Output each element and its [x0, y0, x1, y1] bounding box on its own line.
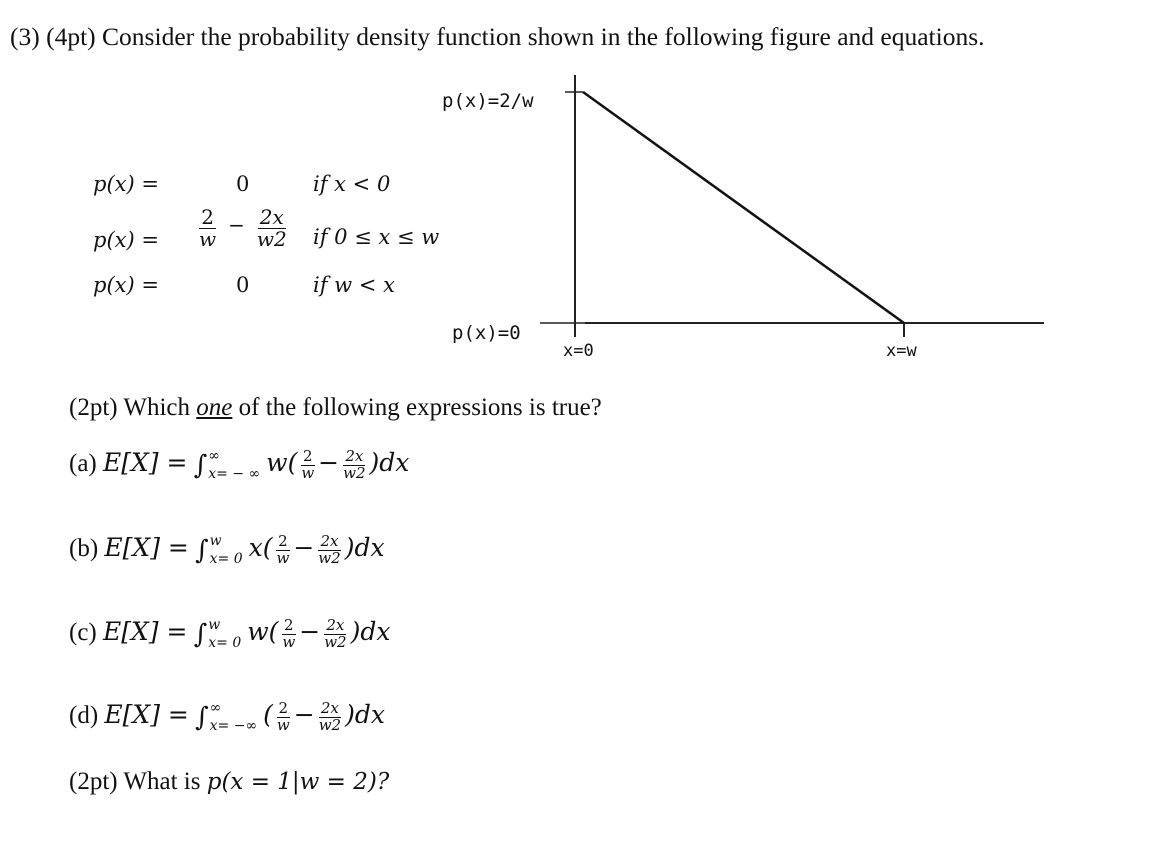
fraction-denominator: w2	[343, 464, 366, 482]
integrand-tail: )dx	[344, 533, 385, 563]
part1-emphasis: one	[196, 394, 233, 421]
integral-limits	[208, 617, 241, 652]
part1-suffix: of the following expressions is true?	[232, 394, 602, 421]
fraction-denominator: w2	[324, 633, 347, 651]
fraction-2x-over-w2	[341, 449, 367, 482]
option-lhs: E[X] =	[103, 617, 188, 647]
option-b: (b) E[X] = ∫ w x= 0 x( $\frac{2}{w}$ − $\frac{2x}{w2}$ )dx	[69, 532, 385, 567]
label-x-w: x=w	[886, 341, 917, 361]
option-label: (d)	[69, 702, 99, 730]
integrand-tail: )dx	[369, 448, 410, 478]
piecewise-condition-2: if 0 ≤ x ≤ w	[313, 225, 440, 249]
piecewise-condition-3: if w < x	[313, 273, 395, 297]
option-label: (a)	[69, 450, 97, 478]
lower-limit: x= − ∞	[208, 465, 261, 482]
part1-question	[69, 394, 602, 422]
lower-limit: x= 0	[208, 634, 242, 651]
option-label: (b)	[69, 535, 99, 563]
label-max-density: p(x)=2/w	[442, 90, 534, 112]
part2-expression: p(x = 1|w = 2)?	[206, 769, 390, 795]
upper-limit: ∞	[209, 700, 222, 716]
fraction-denominator: w	[301, 464, 315, 482]
fraction-two-over-w	[299, 449, 316, 482]
fraction-denominator: w2	[256, 227, 287, 251]
density-line	[583, 92, 904, 323]
piecewise-value-3: 0	[236, 273, 250, 297]
option-lhs: E[X] =	[104, 700, 189, 730]
fraction-two-over-w	[275, 534, 292, 567]
upper-limit: w	[209, 533, 222, 549]
option-a: (a) E[X] = ∫ ∞ x= − ∞ w( $\frac{2}{w}$ − $\frac{2x}{w2}$ )dx	[69, 447, 410, 482]
integral-sign: ∫	[195, 535, 209, 566]
integrand-factor: (	[263, 700, 273, 730]
question-title: (3) (4pt) Consider the probability density function shown in the following figure and equations.	[10, 22, 985, 51]
fraction-denominator: w	[282, 633, 296, 651]
label-zero-density: p(x)=0	[452, 322, 521, 344]
fraction-numerator: 2x	[320, 532, 339, 551]
fraction-denominator: w2	[318, 549, 341, 567]
piecewise-value-1: 0	[236, 172, 250, 196]
part2-question	[69, 768, 389, 796]
fraction-numerator: 2	[278, 532, 288, 551]
integral-limits	[210, 533, 243, 568]
fraction-numerator: 2x	[259, 205, 284, 229]
fraction-2x-over-w2	[316, 534, 342, 567]
fraction-denominator: w2	[318, 716, 342, 734]
fraction-denominator: w	[199, 227, 217, 251]
fraction-numerator: 2	[284, 616, 294, 635]
integral-sign: ∫	[193, 450, 208, 481]
fraction-numerator: 2	[201, 205, 214, 229]
integral-limits	[208, 448, 260, 483]
integral-limits	[210, 700, 257, 735]
integrand-factor: w(	[266, 448, 298, 478]
option-lhs: E[X] =	[103, 448, 188, 478]
fraction-numerator: 2x	[345, 447, 364, 466]
part2-prefix: (2pt) What is	[69, 768, 207, 795]
fraction-numerator: 2	[278, 699, 289, 718]
fraction-numerator: 2x	[320, 699, 339, 718]
fraction-two-over-w	[280, 618, 297, 651]
piecewise-condition-1: if x < 0	[313, 172, 391, 196]
upper-limit: ∞	[208, 448, 220, 464]
fraction-2x-over-w2	[317, 701, 343, 734]
fraction-denominator: w	[276, 549, 290, 567]
option-d: (d) E[X] = ∫ ∞ x= −∞ ( $\frac{2}{w}$ − $\frac{2x}{w2}$ )dx	[69, 699, 385, 734]
part1-prefix: (2pt) Which	[69, 394, 197, 421]
minus-sign: −	[228, 213, 245, 238]
option-c: (c) E[X] = ∫ w x= 0 w( $\frac{2}{w}$ − $\frac{2x}{w2}$ )dx	[69, 616, 391, 651]
fraction-numerator: 2x	[326, 616, 345, 635]
fraction-2x-over-w2	[322, 618, 348, 651]
integral-sign: ∫	[195, 702, 209, 733]
option-lhs: E[X] =	[104, 533, 189, 563]
fraction-denominator: w	[276, 716, 290, 734]
fraction-two-over-w	[275, 701, 292, 734]
fraction-numerator: 2	[302, 447, 313, 466]
lower-limit: x= −∞	[209, 717, 258, 734]
lower-limit: x= 0	[209, 550, 243, 567]
label-x-zero: x=0	[563, 341, 594, 361]
integrand-tail: )dx	[345, 700, 385, 730]
integrand-tail: )dx	[350, 617, 391, 647]
integral-sign: ∫	[193, 619, 208, 650]
integrand-factor: w(	[247, 617, 279, 647]
upper-limit: w	[208, 617, 221, 633]
piecewise-lhs-3: p(x) =	[93, 273, 159, 297]
option-label: (c)	[69, 619, 97, 647]
integrand-factor: x(	[248, 533, 273, 563]
piecewise-lhs-1: p(x) =	[93, 172, 159, 196]
piecewise-lhs-2: p(x) =	[93, 228, 159, 252]
